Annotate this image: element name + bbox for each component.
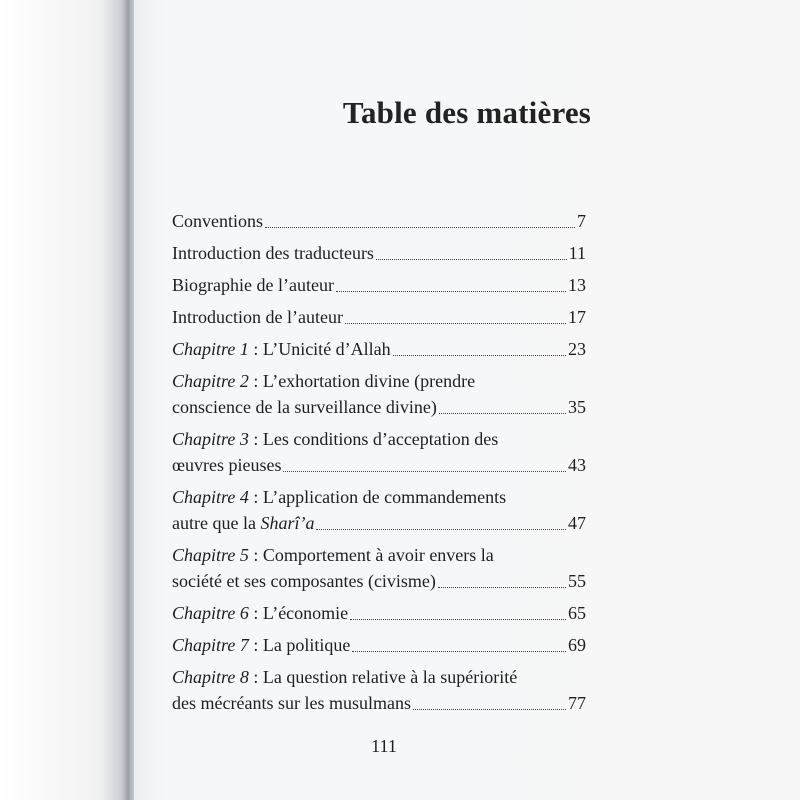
toc-entry-chapitre-1 [172, 336, 586, 362]
toc-entry-italic-term: Sharî’a [260, 513, 315, 533]
toc-page-number: 43 [568, 455, 586, 475]
toc-entry-title: Introduction de l’auteur [172, 307, 343, 327]
chapter-label: Chapitre 7 [172, 635, 249, 655]
toc-page-number: 17 [568, 307, 586, 327]
chapter-label: Chapitre 3 [172, 429, 249, 449]
chapter-label: Chapitre 4 [172, 487, 249, 507]
toc-entry-title: La politique [262, 635, 351, 655]
dot-leader [376, 258, 567, 260]
chapter-separator: : [248, 429, 263, 449]
toc-page-number: 23 [568, 339, 586, 359]
chapter-separator: : [248, 667, 263, 687]
toc-entry-title: L’économie [262, 603, 349, 623]
chapter-label: Chapitre 8 [172, 667, 249, 687]
toc-entry-chapitre-6 [172, 600, 586, 626]
toc-entry-title-continued: autre que la [172, 513, 261, 533]
toc-entry-introduction-traducteurs [172, 240, 586, 266]
dot-leader [265, 226, 575, 228]
chapter-separator: : [248, 487, 263, 507]
toc-page-number: 11 [568, 243, 586, 263]
toc-entry-chapitre-5 [172, 542, 586, 594]
toc-entry-chapitre-2 [172, 368, 586, 420]
toc-entry-conventions [172, 208, 586, 234]
toc-entry-chapitre-4 [172, 484, 586, 536]
toc-page-number: 13 [568, 275, 586, 295]
toc-entry-title: L’exhortation divine (prendre [262, 371, 476, 391]
toc-entry-title-continued: œuvres pieuses [172, 455, 282, 475]
toc-page-number: 77 [568, 693, 586, 713]
chapter-label: Chapitre 2 [172, 371, 249, 391]
dot-leader [439, 412, 566, 414]
toc-page-number: 69 [568, 635, 586, 655]
dot-leader [413, 708, 566, 710]
chapter-separator: : [248, 371, 263, 391]
dot-leader [350, 618, 566, 620]
dot-leader [336, 290, 566, 292]
toc-entry-title: La question relative à la supériorité [262, 667, 518, 687]
toc-page-number: 65 [568, 603, 586, 623]
toc-entry-title: Les conditions d’acceptation des [262, 429, 499, 449]
chapter-separator: : [248, 603, 263, 623]
table-of-contents [172, 208, 586, 722]
toc-entry-title: Biographie de l’auteur [172, 275, 334, 295]
book-gutter-shadow [0, 0, 150, 800]
toc-page-number: 7 [577, 211, 586, 231]
dot-leader [283, 470, 566, 472]
toc-entry-chapitre-7 [172, 632, 586, 658]
dot-leader [438, 586, 566, 588]
toc-page-number: 35 [568, 397, 586, 417]
toc-page-number: 55 [568, 571, 586, 591]
chapter-label: Chapitre 6 [172, 603, 249, 623]
chapter-separator: : [248, 635, 263, 655]
chapter-label: Chapitre 5 [172, 545, 249, 565]
toc-entry-title: Comportement à avoir envers la [262, 545, 494, 565]
page-number-footer: 111 [371, 736, 397, 756]
chapter-separator: : [248, 545, 263, 565]
dot-leader [316, 528, 566, 530]
toc-page-number: 47 [568, 513, 586, 533]
toc-entry-title: Conventions [172, 211, 264, 231]
toc-entry-title: L’Unicité d’Allah [262, 339, 391, 359]
toc-entry-title-continued: des mécréants sur les musulmans [172, 693, 411, 713]
chapter-label: Chapitre 1 [172, 339, 249, 359]
toc-entry-chapitre-3 [172, 426, 586, 478]
toc-entry-title: L’application de commandements [262, 487, 507, 507]
page-title: Table des matières [342, 95, 592, 130]
chapter-separator: : [248, 339, 263, 359]
toc-entry-title-continued: conscience de la surveillance divine) [172, 397, 437, 417]
toc-entry-title: Introduction des traducteurs [172, 243, 374, 263]
toc-entry-biographie [172, 272, 586, 298]
dot-leader [393, 354, 566, 356]
dot-leader [352, 650, 566, 652]
toc-entry-title-continued: société et ses composantes (civisme) [172, 571, 436, 591]
toc-entry-introduction-auteur [172, 304, 586, 330]
dot-leader [345, 322, 566, 324]
toc-entry-chapitre-8 [172, 664, 586, 716]
